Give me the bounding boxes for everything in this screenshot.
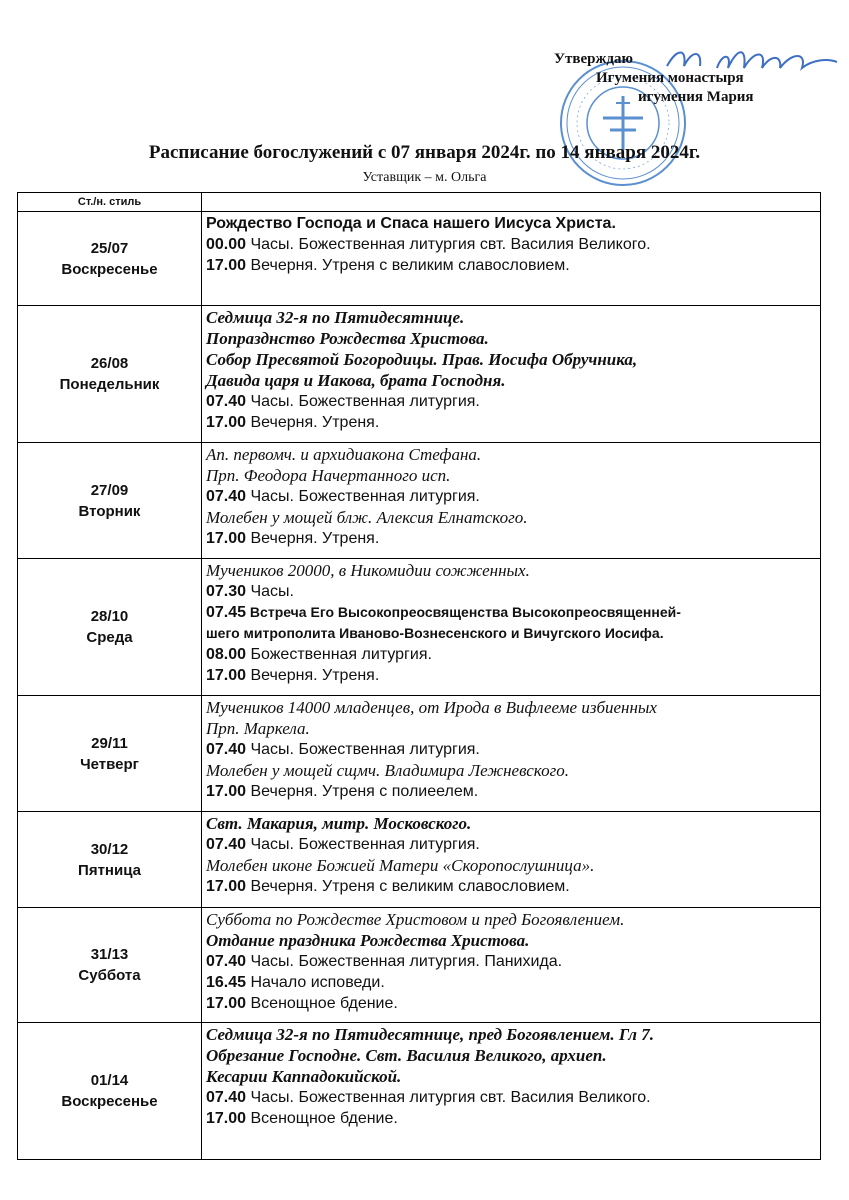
service-line	[206, 972, 816, 993]
service-text: Всенощное бдение.	[246, 1110, 398, 1127]
date-cell	[18, 306, 202, 443]
service-time: 17.00	[206, 414, 247, 431]
date-cell	[18, 908, 202, 1023]
date-value: 30/12	[90, 840, 129, 858]
service-line	[206, 234, 816, 255]
service-time: 07.40	[206, 488, 247, 505]
services-cell	[202, 1023, 821, 1160]
weekday: Вторник	[78, 502, 141, 520]
services-cell	[202, 443, 821, 559]
service-line	[206, 644, 816, 665]
service-line: Свт. Макария, митр. Московского.	[206, 814, 472, 833]
approval-line3: игумения Мария	[638, 89, 754, 105]
schedule-row	[18, 696, 821, 812]
service-text: Часы. Божественная литургия.	[246, 488, 480, 505]
service-line: Молебен иконе Божией Матери «Скоропослушница».	[206, 856, 595, 875]
service-line: Суббота по Рождестве Христовом и пред Богоявлением.	[206, 910, 625, 929]
page-subtitle: Уставщик – м. Ольга	[362, 170, 487, 185]
service-line: Собор Пресвятой Богородицы. Прав. Иосифа Обручника,	[206, 350, 638, 369]
schedule-row	[18, 812, 821, 908]
service-line	[206, 1087, 816, 1108]
service-time: 17.00	[206, 257, 247, 274]
weekday: Четверг	[80, 755, 139, 773]
service-time: 17.00	[206, 530, 247, 547]
services-cell	[202, 559, 821, 696]
service-line: Прп. Маркела.	[206, 719, 310, 738]
service-text: Начало исповеди.	[246, 974, 385, 991]
service-line	[206, 255, 816, 276]
service-line	[206, 486, 816, 507]
services-cell	[202, 908, 821, 1023]
schedule-row	[18, 443, 821, 559]
schedule-row	[18, 1023, 821, 1160]
service-text: Вечерня. Утреня.	[246, 667, 380, 684]
service-time: 17.00	[206, 667, 247, 684]
weekday: Воскресенье	[61, 1093, 158, 1110]
service-text: Вечерня. Утреня с великим славословием.	[246, 257, 570, 274]
service-line	[206, 739, 816, 760]
service-line: Молебен у мощей сщмч. Владимира Лежневского.	[206, 761, 569, 780]
service-text: Часы. Божественная литургия.	[246, 741, 480, 758]
service-line	[206, 876, 816, 897]
service-text: Часы. Божественная литургия свт. Василия Великого.	[246, 236, 651, 253]
schedule-row	[18, 559, 821, 696]
service-line	[206, 602, 816, 623]
service-line	[206, 391, 816, 412]
service-time: 07.45	[206, 604, 247, 621]
service-line	[206, 665, 816, 686]
service-text: Вечерня. Утреня.	[246, 530, 380, 547]
date-value: 29/11	[91, 734, 128, 752]
service-line: Попразднство Рождества Христова.	[206, 329, 489, 348]
service-line: Рождество Господа и Спаса нашего Иисуса Христа.	[206, 215, 616, 232]
date-cell	[18, 559, 202, 696]
weekday: Среда	[86, 629, 133, 646]
schedule-table	[17, 192, 821, 1160]
page-title: Расписание богослужений с 07 января 2024г. по 14 января 2024г.	[148, 142, 701, 163]
header-style-cell: Ст./н. стиль	[18, 193, 202, 212]
weekday: Понедельник	[59, 376, 160, 393]
service-line: Мучеников 20000, в Никомидии сожженных.	[206, 561, 530, 580]
approval-line2: Игумения монастыря	[596, 70, 744, 86]
date-value: 25/07	[90, 239, 129, 257]
approval-block	[554, 50, 814, 107]
services-cell	[202, 696, 821, 812]
service-time: 00.00	[206, 236, 247, 253]
service-line	[206, 781, 816, 802]
service-time: 07.40	[206, 393, 247, 410]
schedule-row	[18, 306, 821, 443]
service-time: 08.00	[206, 646, 247, 663]
service-line: Прп. Феодора Начертанного исп.	[206, 466, 451, 485]
service-time: 07.40	[206, 1089, 247, 1106]
service-time: 07.30	[206, 583, 247, 600]
service-text: Часы. Божественная литургия.	[246, 836, 480, 853]
date-cell	[18, 212, 202, 306]
service-line	[206, 528, 816, 549]
service-text: Часы.	[246, 583, 294, 600]
service-text: Вечерня. Утреня.	[246, 414, 380, 431]
service-line	[206, 834, 816, 855]
service-line: Мучеников 14000 младенцев, от Ирода в Вифлееме избиенных	[206, 698, 657, 717]
service-line: Седмица 32-я по Пятидесятнице, пред Богоявлением. Гл 7.	[206, 1025, 655, 1044]
service-line: Ап. первомч. и архидиакона Стефана.	[206, 445, 482, 464]
service-time: 07.40	[206, 953, 247, 970]
service-text: Часы. Божественная литургия свт. Василия Великого.	[246, 1089, 651, 1106]
service-line	[206, 581, 816, 602]
service-text: Часы. Божественная литургия. Панихида.	[246, 953, 563, 970]
service-text: Всенощное бдение.	[246, 995, 398, 1012]
date-cell	[18, 443, 202, 559]
service-line: шего митрополита Иваново-Вознесенского и Вичугского Иосифа.	[206, 625, 664, 641]
service-line	[206, 412, 816, 433]
service-line: Кесарии Каппадокийской.	[206, 1067, 402, 1086]
date-value: 28/10	[90, 608, 129, 625]
service-time: 16.45	[206, 974, 247, 991]
services-cell	[202, 306, 821, 443]
date-value: 01/14	[90, 1072, 129, 1089]
schedule-row	[18, 212, 821, 306]
header-empty-cell	[202, 193, 821, 212]
service-text: Вечерня. Утреня с великим славословием.	[246, 878, 570, 895]
service-line: Молебен у мощей блж. Алексия Елнатского.	[206, 508, 528, 527]
service-time: 17.00	[206, 783, 247, 800]
weekday: Пятница	[78, 861, 141, 879]
service-line: Отдание праздника Рождества Христова.	[206, 931, 530, 950]
service-time: 07.40	[206, 836, 247, 853]
services-cell	[202, 812, 821, 908]
service-line	[206, 1108, 816, 1129]
services-cell	[202, 212, 821, 306]
weekday: Воскресенье	[61, 260, 158, 278]
service-text: Вечерня. Утреня с полиеелем.	[246, 783, 479, 800]
date-cell	[18, 1023, 202, 1160]
approval-line1: Утверждаю	[554, 51, 633, 67]
schedule-row	[18, 908, 821, 1023]
service-text: Встреча Его Высокопреосвященства Высокопреосвященней-	[246, 604, 681, 620]
date-cell	[18, 812, 202, 908]
date-value: 31/13	[90, 946, 129, 963]
date-cell	[18, 696, 202, 812]
service-text: Божественная литургия.	[246, 646, 432, 663]
service-time: 17.00	[206, 995, 247, 1012]
service-line	[206, 993, 816, 1014]
service-text: Часы. Божественная литургия.	[246, 393, 480, 410]
weekday: Суббота	[78, 967, 141, 984]
service-line: Давида царя и Иакова, брата Господня.	[206, 371, 506, 390]
service-time: 17.00	[206, 1110, 247, 1127]
date-value: 26/08	[90, 355, 129, 372]
service-line: Обрезание Господне. Свт. Василия Великого, архиеп.	[206, 1046, 607, 1065]
service-line	[206, 951, 816, 972]
date-value: 27/09	[90, 481, 129, 499]
service-line: Седмица 32-я по Пятидесятнице.	[206, 308, 465, 327]
service-time: 17.00	[206, 878, 247, 895]
service-time: 07.40	[206, 741, 247, 758]
